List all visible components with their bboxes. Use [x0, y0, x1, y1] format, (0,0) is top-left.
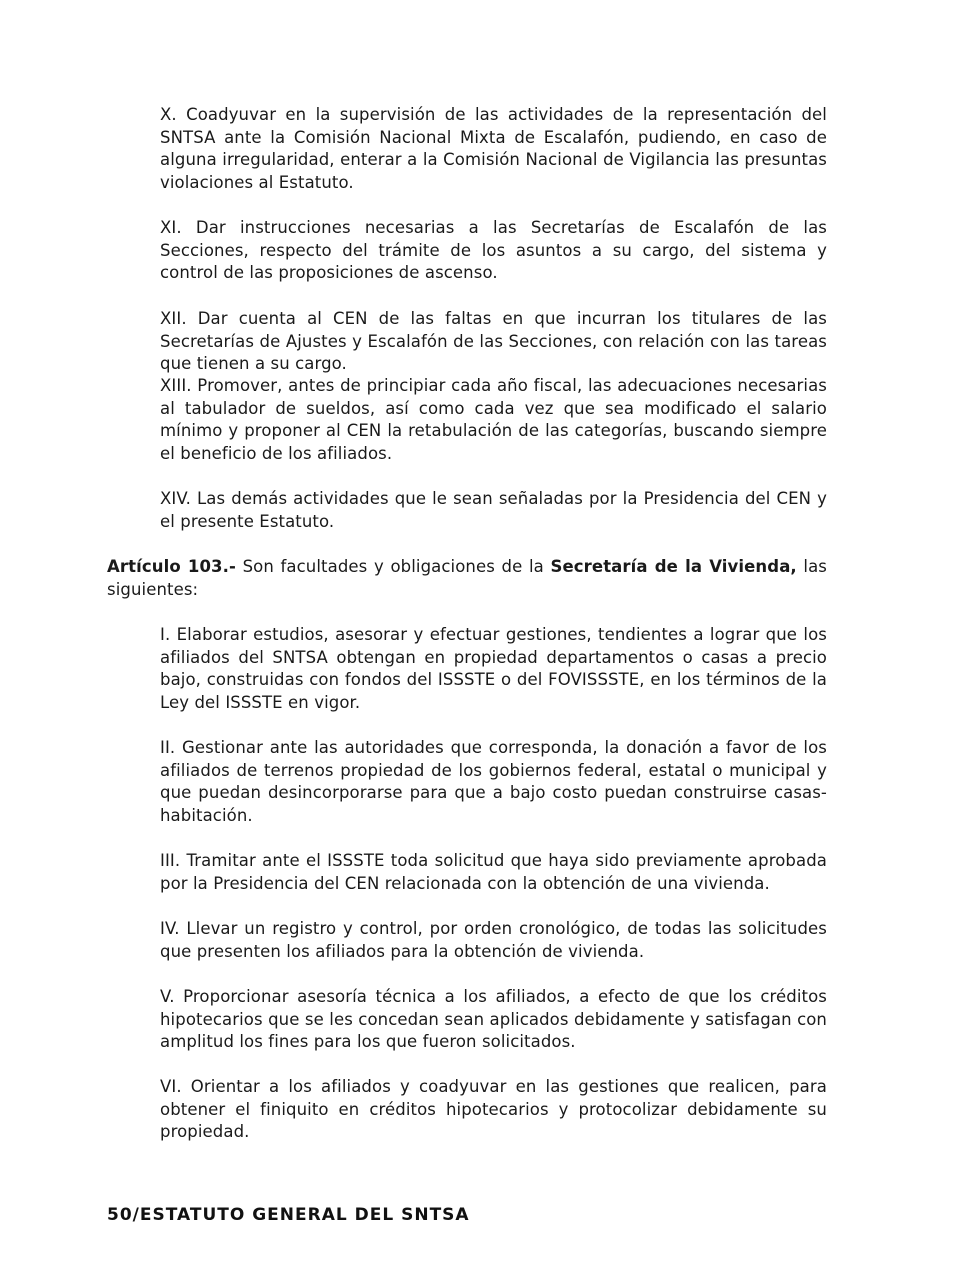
item-i: I. Elaborar estudios, asesorar y efectuar gestiones, tendientes a lograr que los afiliados del SNTSA obtengan en propiedad departamentos o casas a precio bajo, construidas con fondos del ISSSTE o del FOVISSSTE, en los términos de la Ley del ISSSTE en vigor. [160, 625, 827, 712]
paragraph-xiv: XIV. Las demás actividades que le sean señaladas por la Presidencia del CEN y el presente Estatuto. [160, 489, 827, 531]
page-number: 50 [107, 1205, 133, 1225]
item-iv: IV. Llevar un registro y control, por orden cronológico, de todas las solicitudes que presenten los afiliados para la obtención de vivienda. [160, 919, 827, 961]
article-secretaria-name: Secretaría de la Vivienda, [550, 557, 797, 576]
article-103 [107, 556, 827, 601]
article-text-before: Son facultades y obligaciones de la [235, 557, 551, 576]
footer-separator: / [132, 1205, 140, 1225]
paragraph-xi: XI. Dar instrucciones necesarias a las Secretarías de Escalafón de las Secciones, respecto del trámite de los asuntos a su cargo, del sistema y control de las proposiciones de ascenso. [160, 218, 827, 283]
page-footer [107, 1205, 470, 1225]
item-ii: II. Gestionar ante las autoridades que corresponda, la donación a favor de los afiliados de terrenos propiedad de los gobiernos federal, estatal o municipal y que puedan desincorporarse para que a bajo costo puedan construirse casas-habitación. [160, 738, 827, 825]
document-title: ESTATUTO GENERAL DEL SNTSA [139, 1205, 470, 1225]
item-v: V. Proporcionar asesoría técnica a los afiliados, a efecto de que los créditos hipotecarios que se les concedan sean aplicados debidamente y satisfagan con amplitud los fines para los que fueron solicitados. [160, 987, 827, 1052]
paragraph-xiii: XIII. Promover, antes de principiar cada año fiscal, las adecuaciones necesarias al tabulador de sueldos, así como cada vez que sea modificado el salario mínimo y proponer al CEN la retabulación de las categorías, buscando siempre el beneficio de los afiliados. [160, 376, 827, 463]
article-text-after: las siguientes: [107, 557, 828, 599]
item-vi: VI. Orientar a los afiliados y coadyuvar en las gestiones que realicen, para obtener el finiquito en créditos hipotecarios y protocolizar debidamente su propiedad. [160, 1077, 827, 1142]
paragraph-x: X. Coadyuvar en la supervisión de las actividades de la representación del SNTSA ante la Comisión Nacional Mixta de Escalafón, pudiendo, en caso de alguna irregularidad, enterar a la Comisión Nacional de Vigilancia las presuntas violaciones al Estatuto. [160, 105, 827, 192]
article-label: Artículo 103.- [107, 557, 236, 576]
item-iii: III. Tramitar ante el ISSSTE toda solicitud que haya sido previamente aprobada por la Presidencia del CEN relacionada con la obtención de una vivienda. [160, 851, 827, 893]
paragraph-xii: XII. Dar cuenta al CEN de las faltas en que incurran los titulares de las Secretarías de Ajustes y Escalafón de las Secciones, con relación con las tareas que tienen a su cargo. [160, 309, 827, 374]
